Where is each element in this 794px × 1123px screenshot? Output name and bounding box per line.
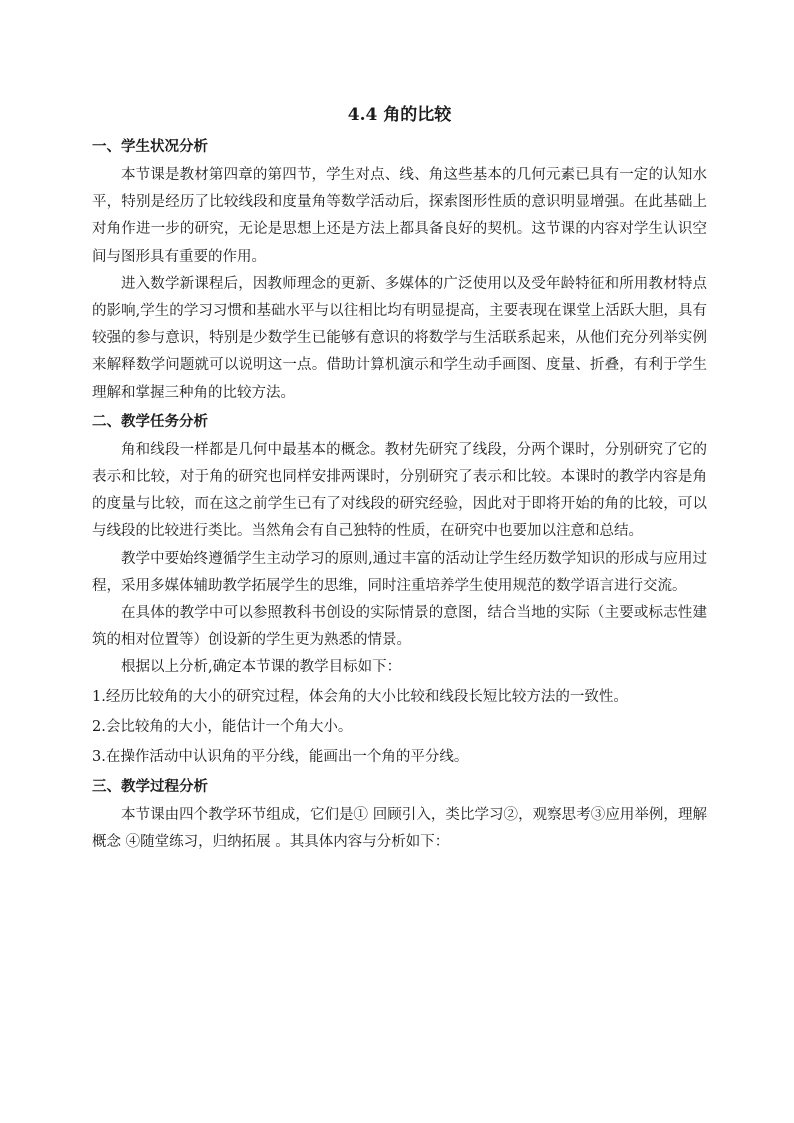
paragraph: 在具体的教学中可以参照教科书创设的实际情景的意图，结合当地的实际（主要或标志性建筑的相对位置等）创设新的学生更为熟悉的情景。: [92, 605, 707, 649]
objective-item: 3.在操作活动中认识角的平分线，能画出一个角的平分线。: [92, 748, 469, 765]
paragraph: 角和线段一样都是几何中最基本的概念。教材先研究了线段，分两个课时，分别研究了它的表示和比较，对于角的研究也同样安排两课时，分别研究了表示和比较。本课时的教学内容是角的度量与比较，而在这之前学生已有了对线段的研究经验，因此对于即将开始的角的比较，可以与线段的比较进行类比。当然角会有自己独特的性质，在研究中也要加以注意和总结。: [92, 441, 707, 540]
objective-item: 1.经历比较角的大小的研究过程，体会角的大小比较和线段长短比较方法的一致性。: [92, 688, 628, 705]
paragraph: 进入数学新课程后，因教师理念的更新、多媒体的广泛使用以及受年龄特征和所用教材特点的影响,学生的学习习惯和基础水平与以往相比均有明显提高，主要表现在课堂上活跃大胆，具有较强的参与意识，特别是少数学生已能够有意识的将数学与生活联系起来，从他们充分列举实例来解释数学问题就可以说明这一点。借助计算机演示和学生动手画图、度量、折叠，有利于学生理解和掌握三种角的比较方法。: [92, 275, 707, 401]
paragraph: 本节课由四个教学环节组成，它们是① 回顾引入，类比学习②，观察思考③应用举例，理解概念 ④随堂练习，归纳拓展 。其具体内容与分析如下：: [92, 806, 707, 850]
section-heading-student-analysis: 一、学生状况分析: [92, 139, 208, 155]
paragraph: 根据以上分析,确定本节课的教学目标如下：: [121, 659, 402, 676]
section-heading-process-analysis: 三、教学过程分析: [92, 778, 208, 795]
document-page: [92, 100, 707, 856]
document-title: 4.4 角的比较: [347, 105, 452, 125]
section-heading-task-analysis: 二、教学任务分析: [92, 413, 208, 430]
paragraph: 教学中要始终遵循学生主动学习的原则,通过丰富的活动让学生经历数学知识的形成与应用过程，采用多媒体辅助教学拓展学生的思维，同时注重培养学生使用规范的数学语言进行交流。: [92, 550, 707, 594]
paragraph: 本节课是教材第四章的第四节，学生对点、线、角这些基本的几何元素已具有一定的认知水平，特别是经历了比较线段和度量角等数学活动后，探索图形性质的意识明显增强。在此基础上对角作进一步的研究，无论是思想上还是方法上都具备良好的契机。这节课的内容对学生认识空间与图形具有重要的作用。: [92, 167, 707, 265]
objective-item: 2.会比较角的大小，能估计一个角大小。: [92, 718, 353, 735]
